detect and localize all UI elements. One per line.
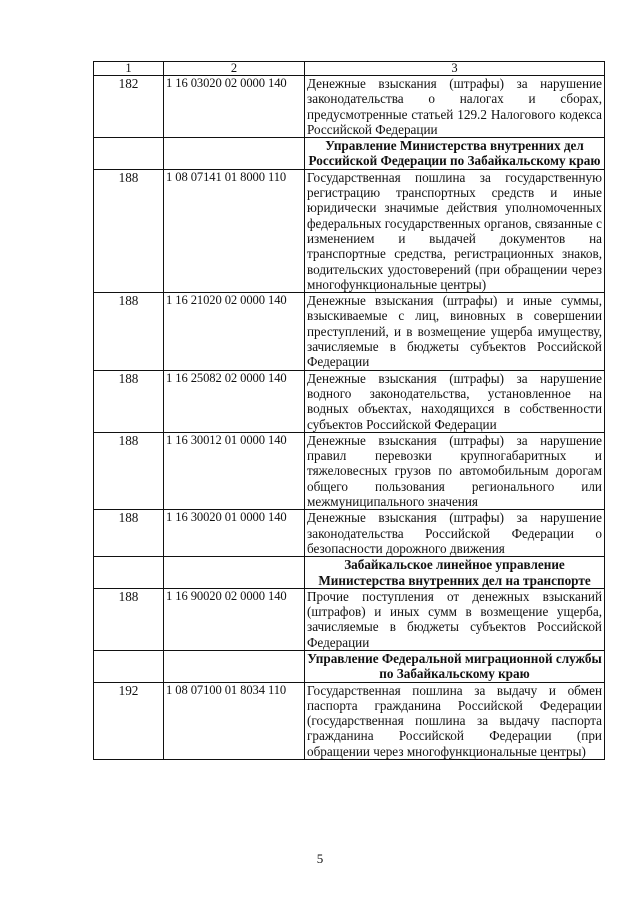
- description-cell: Государственная пошлина за выдачу и обмен паспорта гражданина Российской Федерации (государственная пошлина за выдачу паспорта гражданина Российской Федерации (при обращении через многофункциональные центры): [305, 682, 605, 759]
- column-header-2: 2: [164, 62, 305, 76]
- description-cell: Денежные взыскания (штрафы) за нарушение водного законодательства, установленное на водных объектах, находящихся в собственности субъектов Российской Федерации: [305, 370, 605, 432]
- table-row: [94, 432, 605, 509]
- page-number: 5: [316, 851, 324, 866]
- section-row: [94, 650, 605, 682]
- kbk-code-cell: 1 16 25082 02 0000 140: [164, 370, 305, 432]
- description-cell: Денежные взыскания (штрафы) за нарушение законодательства Российской Федерации о безопасности дорожного движения: [305, 510, 605, 557]
- kbk-code-cell: 1 08 07141 01 8000 110: [164, 169, 305, 292]
- kbk-code-cell: 1 16 30020 01 0000 140: [164, 510, 305, 557]
- kbk-code-cell: 1 08 07100 01 8034 110: [164, 682, 305, 759]
- admin-code-cell: 182: [94, 76, 164, 138]
- revenue-codes-table: [93, 61, 605, 760]
- table-row: [94, 510, 605, 557]
- description-cell: Государственная пошлина за государственную регистрацию транспортных средств и иные юридически значимые действия уполномоченных федеральных государственных органов, связанные с изменением и выдачей документов на транспортные средства, регистрационных знаков, водительских удостоверений (при обращении через многофункциональные центры): [305, 169, 605, 292]
- table-row: [94, 293, 605, 370]
- column-header-3: 3: [305, 62, 605, 76]
- section-row: [94, 557, 605, 589]
- description-cell: Денежные взыскания (штрафы) и иные суммы, взыскиваемые с лиц, виновных в совершении преступлений, и в возмещение ущерба имуществу, зачисляемые в бюджеты субъектов Российской Федерации: [305, 293, 605, 370]
- admin-code-cell: 192: [94, 682, 164, 759]
- kbk-code-cell: 1 16 30012 01 0000 140: [164, 432, 305, 509]
- admin-code-cell: 188: [94, 293, 164, 370]
- admin-code-cell: 188: [94, 169, 164, 292]
- description-cell: Прочие поступления от денежных взысканий (штрафов) и иных сумм в возмещение ущерба, зачисляемые в бюджеты субъектов Российской Федерации: [305, 588, 605, 650]
- kbk-code-cell: 1 16 90020 02 0000 140: [164, 588, 305, 650]
- table-row: [94, 682, 605, 759]
- table-header-row: [94, 62, 605, 76]
- table-row: [94, 76, 605, 138]
- description-cell: Денежные взыскания (штрафы) за нарушение правил перевозки крупногабаритных и тяжеловесных грузов по автомобильным дорогам общего пользования регионального или межмуниципального значения: [305, 432, 605, 509]
- table-row: [94, 169, 605, 292]
- admin-code-cell: 188: [94, 370, 164, 432]
- column-header-1: 1: [94, 62, 164, 76]
- section-title: Управление Федеральной миграционной службы по Забайкальскому краю: [305, 650, 605, 682]
- admin-code-cell: 188: [94, 588, 164, 650]
- admin-code-cell: 188: [94, 432, 164, 509]
- kbk-code-cell: 1 16 21020 02 0000 140: [164, 293, 305, 370]
- table-row: [94, 588, 605, 650]
- section-title: Забайкальское линейное управление Министерства внутренних дел на транспорте: [305, 557, 605, 589]
- kbk-code-cell: 1 16 03020 02 0000 140: [164, 76, 305, 138]
- table-row: [94, 370, 605, 432]
- admin-code-cell: 188: [94, 510, 164, 557]
- section-row: [94, 138, 605, 170]
- section-title: Управление Министерства внутренних дел Российской Федерации по Забайкальскому краю: [305, 138, 605, 170]
- description-cell: Денежные взыскания (штрафы) за нарушение законодательства о налогах и сборах, предусмотренные статьей 129.2 Налогового кодекса Российской Федерации: [305, 76, 605, 138]
